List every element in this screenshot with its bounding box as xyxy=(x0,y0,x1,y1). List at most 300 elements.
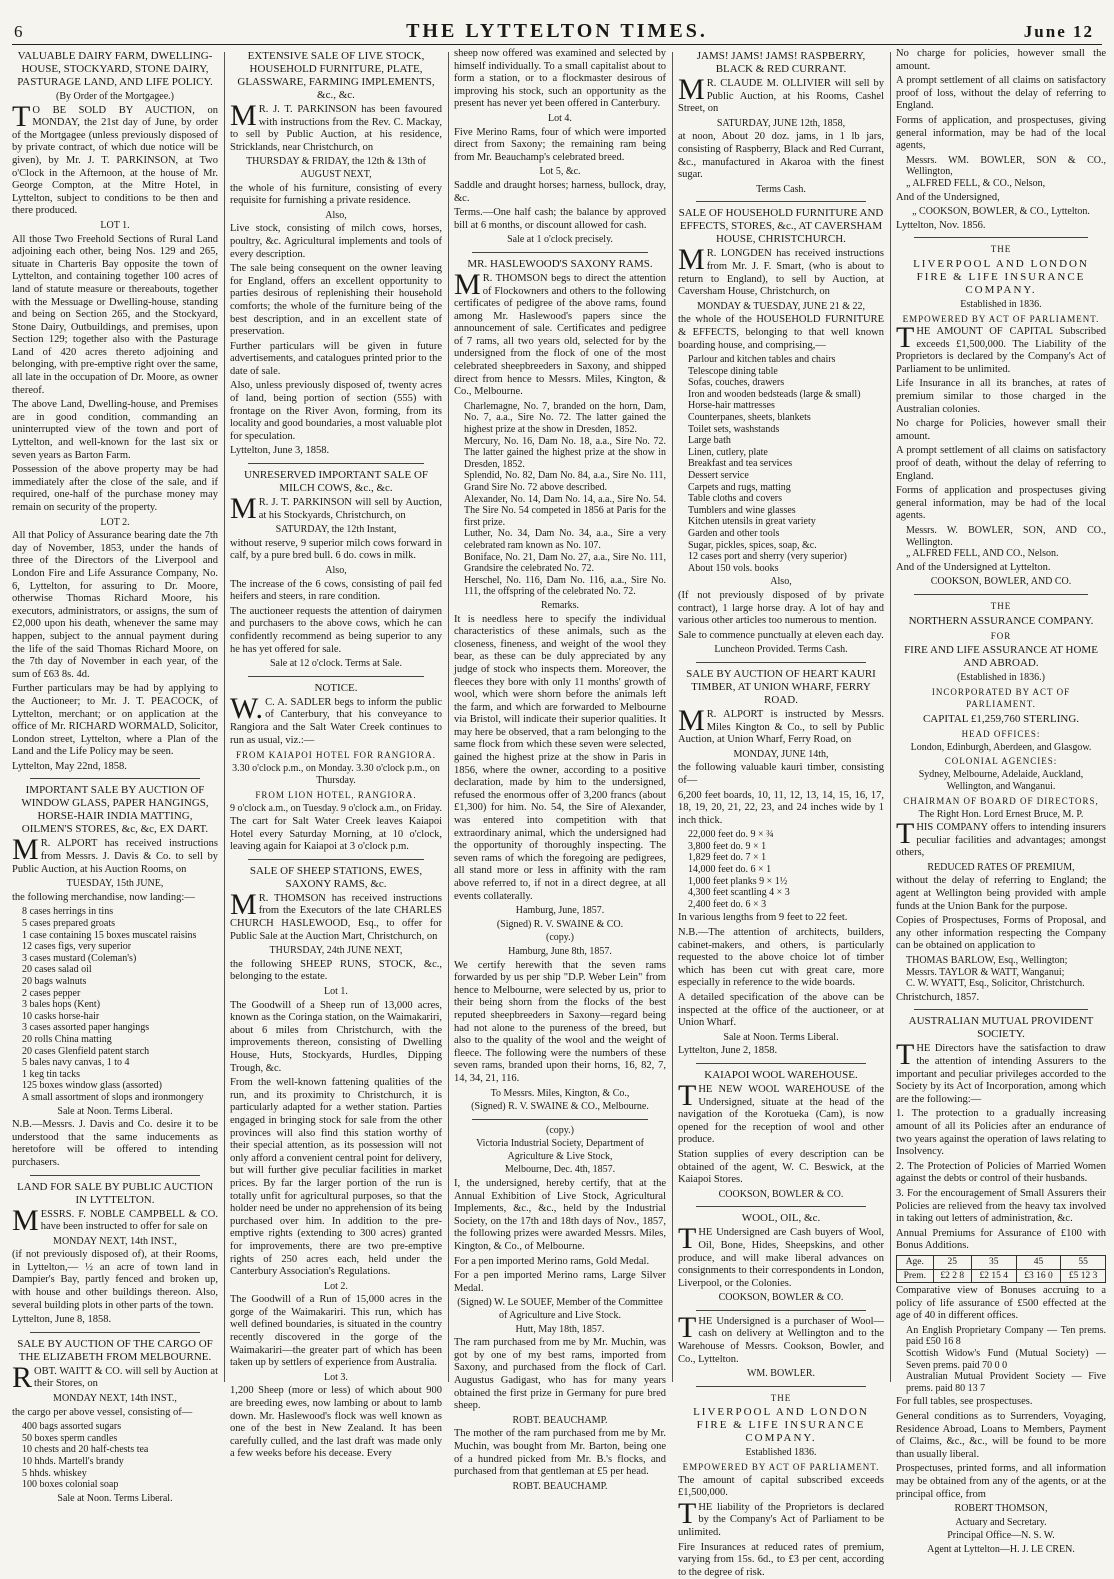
section-label: COLONIAL AGENCIES: xyxy=(944,756,1058,767)
column-1 xyxy=(12,48,218,1504)
also-label: Also, xyxy=(770,576,792,588)
also-label: Also, xyxy=(325,565,347,576)
ad-text: without the delay of referring to England; the agent at Wellington being provided with ample funds at the Union Bank for the purpose. xyxy=(896,875,1106,912)
sale-date: THURSDAY, 24th JUNE NEXT, xyxy=(269,945,403,957)
ad-date: Lyttelton, June 2, 1858. xyxy=(678,1045,778,1057)
ad-heading: SALE OF HOUSEHOLD FURNITURE AND EFFECTS, STORES, &c., AT CAVERSHAM HOUSE, CHRISTCHURCH. xyxy=(678,207,884,246)
table-cell: £2 15 4 xyxy=(971,1269,1016,1283)
ad-text: TO BE SOLD BY AUCTION, on MONDAY, the 21st day of June, by order of the Mortgagee (unless previously disposed of by private contract, of which due notice will be given), by Mr. J. T. PARKINSON, at Two o'Clock in the Afternoon, at the house of Mr. George Compton, at the Mitre Hotel, in Lyttelton, subject to conditions to be then and there produced. xyxy=(12,99,218,217)
ram-list xyxy=(464,401,666,598)
ad-text: Comparative view of Bonuses accruing to a policy of life assurance of £500 effected at the age of 40 in different offices. xyxy=(896,1285,1106,1322)
ad-text: Possession of the above property may be had immediately after the close of the sale, and if required, one-half of the purchase money may remain on security of the property. xyxy=(12,464,218,513)
ad-date: Lyttelton, June 3, 1858. xyxy=(230,445,330,457)
ad-text: No charge for policies, however small the amount. xyxy=(896,48,1106,72)
list-item: Splendid, No. 82, Dam No. 84, a.a., Sire No. 111, Grand Sire No. 72 above described. xyxy=(464,470,666,493)
list-item: Carpets and rugs, matting xyxy=(688,481,791,493)
ad-text: Five Merino Rams, four of which were imported direct from Saxony; the remaining ram being from Mr. Beauchamp's celebrated breed. xyxy=(454,126,666,163)
list-item: Luther, No. 34, Dam No. 34, a.a., Sire a very celebrated ram known as No. 107. xyxy=(464,528,666,551)
ad-text: MR. J. T. PARKINSON has been favoured with instructions from the Rev. C. Mackay, to sell by Public Auction, at his residence, Stricklands, near Christchurch, on xyxy=(230,99,442,153)
signature: „ COOKSON, BOWLER, & CO., Lyttelton. xyxy=(912,206,1090,218)
list-item: Scottish Widow's Fund (Mutual Society) — Seven prems. paid 70 0 0 xyxy=(906,1348,1106,1371)
list-item: 125 boxes window glass (assorted) xyxy=(22,1080,162,1092)
column-5 xyxy=(896,48,1106,1555)
ad-text: The ram purchased from me by Mr. Muchin, was got by one of my best rams, imported from Saxony, and purchased from the flock of Carl. Augustus Gadigast, who has for many years obtained the first prize in Germany for pure bred sheep. xyxy=(454,1337,666,1412)
section-label: Remarks. xyxy=(540,599,580,611)
premium-table xyxy=(896,1255,1106,1283)
table-cell: Age. xyxy=(897,1255,934,1269)
list-item: Messrs. TAYLOR & WATT, Wanganui; xyxy=(906,966,1065,978)
ad-date: Lyttelton, May 22nd, 1858. xyxy=(12,760,127,772)
sale-terms: Terms Cash. xyxy=(756,183,806,195)
table-cell: 55 xyxy=(1061,1255,1106,1269)
sale-terms: Luncheon Provided. Terms Cash. xyxy=(714,644,848,656)
ad-text: For a pen imported Merino rams, Large Silver Medal. xyxy=(454,1270,666,1294)
list-item: Breakfast and tea services xyxy=(688,458,793,470)
list-item: 5 cases prepared groats xyxy=(22,918,116,930)
sale-date: TUESDAY, 15th JUNE, xyxy=(66,878,164,890)
table-cell: Prem. xyxy=(897,1269,934,1283)
sale-terms: Sale at 12 o'clock. Terms at Sale. xyxy=(270,658,402,670)
ad-date: Lyttelton, Nov. 1856. xyxy=(896,219,986,231)
ad-heading: SALE BY AUCTION OF THE CARGO OF THE ELIZABETH FROM MELBOURNE. xyxy=(17,1337,213,1363)
ad-heading: FIRE AND LIFE ASSURANCE AT HOME AND ABROAD. xyxy=(904,644,1098,670)
signature: COOKSON, BOWLER & CO. xyxy=(718,1188,844,1200)
route-heading: FROM LION HOTEL, RANGIORA. xyxy=(255,789,417,800)
divider xyxy=(696,1206,866,1207)
list-item: Dessert service xyxy=(688,470,749,482)
ad-emphasis: REDUCED RATES OF PREMIUM, xyxy=(927,861,1075,873)
divider xyxy=(30,1175,200,1176)
ad-text: THE AMOUNT OF CAPITAL Subscribed exceeds £1,500,000. The Liability of the Proprietors is declared by the Company's Act of Parliament to be unlimited. xyxy=(896,321,1106,375)
ad-text: A prompt settlement of all claims on satisfactory proof of death, without the delay of referring to England. xyxy=(896,445,1106,482)
ad-heading: MR. HASLEWOOD'S SAXONY RAMS. xyxy=(467,257,653,270)
list-item: 5 hhds. whiskey xyxy=(22,1467,87,1479)
list-item: 5 bales navy canvas, 1 to 4 xyxy=(22,1057,130,1069)
ad-heading: WOOL, OIL, &c. xyxy=(741,1212,821,1225)
list-item: 10 casks horse-hair xyxy=(22,1010,100,1022)
list-item: „ ALFRED FELL, AND CO., Nelson. xyxy=(906,548,1059,560)
list-item: Australian Mutual Provident Society — Five prems. paid 80 13 7 xyxy=(906,1371,1106,1394)
ad-heading: LIVERPOOL AND LONDON FIRE & LIFE INSURANCE COMPANY. xyxy=(913,257,1089,296)
divider xyxy=(696,1310,866,1311)
ad-text: THIS COMPANY offers to intending insurers peculiar facilities and advantages; amongst others, xyxy=(896,817,1106,859)
list-item: Kitchen utensils in great variety xyxy=(688,516,816,528)
list-item: 20 cases salad oil xyxy=(22,964,92,976)
divider xyxy=(472,1119,648,1120)
list-item: THOMAS BARLOW, Esq., Wellington; xyxy=(906,955,1068,967)
ad-text: (If not previously disposed of by private contract), 1 large horse dray. A lot of hay and various other articles too numerous to mention. xyxy=(678,589,884,627)
list-item: 4,300 feet scantling 4 × 3 xyxy=(688,887,790,899)
list-item: Counterpanes, sheets, blankets xyxy=(688,412,811,424)
list-item: An English Proprietary Company — Ten prems. paid £50 16 8 xyxy=(906,1324,1106,1348)
ad-text: The increase of the 6 cows, consisting of pail fed heifers and steers, in rare condition. xyxy=(230,578,442,603)
place-date: Hutt, May 18th, 1857. xyxy=(515,1323,605,1335)
sale-terms: Sale at 1 o'clock precisely. xyxy=(507,234,613,246)
ad-text: N.B.—The attention of architects, builders, cabinet-makers, and others, is particularly requested to the above choice lot of timber which has been cut with great care, more especially in reference to the wide boards. xyxy=(678,927,884,989)
ad-text: Further particulars may be had by applying to the Auctioneer; to Mr. J. T. PEACOCK, of Lyttelton, merchant; or on application at the office of Mr. RICHARD WORMALD, Solicitor, London street, Lyttelton, where a Plan of the Land and the Life Policy may be seen. xyxy=(12,683,218,758)
section-label: CHAIRMAN OF BOARD OF DIRECTORS, xyxy=(903,795,1099,806)
column-2 xyxy=(230,48,443,1460)
column-4 xyxy=(678,48,884,1578)
list-item: A small assortment of slops and ironmongery xyxy=(22,1091,204,1103)
ad-text: The Goodwill of a Sheep run of 13,000 acres, known as the Coringa station, on the Waimakariri, about 6 miles from Christchurch, with the improvements thereon, consisting of Dwelling House, Huts, Stockyards, Hurdles, Dipping Trough, &c. xyxy=(230,999,442,1074)
lot-label: Lot 4. xyxy=(548,112,572,124)
also-label: Also, xyxy=(325,209,347,221)
sale-date: SATURDAY, JUNE 12th, 1858, xyxy=(716,117,846,129)
divider xyxy=(248,859,424,860)
route-times: 9 o'clock a.m., on Tuesday. 9 o'clock a.m., on Friday. xyxy=(230,802,443,814)
ad-text: the following merchandise, now landing:— xyxy=(12,891,195,903)
ad-text: I, the undersigned, hereby certify, that at the Annual Exhibition of Live Stock, Agricultural Implements, &c., &c., held by the Industrial Society, on the 17th and 18th days of Nov., 1857, the following prizes were awarded Messrs. Miles, Kington, & Co., of Melbourne. xyxy=(454,1178,666,1253)
list-item: 20 bags walnuts xyxy=(22,976,87,987)
list-item: 12 cases port and sherry (very superior) xyxy=(688,551,847,563)
ad-text: 2. The Protection of Policies of Married Women against the debts or control of their husbands. xyxy=(896,1160,1106,1185)
ad-text: The Goodwill of a Run of 15,000 acres in the gorge of the Waimakariri. This run, which has well defined boundaries, is situated in the country recently discovered in the gorge of the Waimakariri—the greater part of which has been taken up by settlers of experience from Australia. xyxy=(230,1294,442,1369)
list-item: „ ALFRED FELL, & CO., Nelson, xyxy=(906,177,1046,189)
list-item: 2,400 feet do. 6 × 3 xyxy=(688,898,767,910)
table-cell: £3 16 0 xyxy=(1016,1269,1061,1283)
ad-text: the following valuable kauri timber, consisting of— xyxy=(678,762,884,786)
list-item: Sugar, pickles, spices, soap, &c. xyxy=(688,539,817,551)
column-rule xyxy=(890,52,891,1382)
ad-text: Live stock, consisting of milch cows, horses, poultry, &c. Agricultural implements and tools of every description. xyxy=(230,223,442,260)
ad-text: THE Undersigned is a purchaser of Wool—cash on delivery at Wellington and to the Warehouse of Messrs. Cookson, Bowler, and Co., Lyttelton. xyxy=(678,1310,884,1365)
ad-subheading: (By Order of the Mortgagee.) xyxy=(55,91,174,102)
ad-text: The amount of capital subscribed exceeds £1,500,000. xyxy=(678,1474,884,1499)
list-item: 1,000 feet planks 9 × 1½ xyxy=(688,875,788,887)
furniture-list xyxy=(688,354,884,574)
ad-text: the whole of his furniture, consisting of every requisite for furnishing a private residence. xyxy=(230,182,442,207)
list-item: 3 cases assorted paper hangings xyxy=(22,1022,150,1034)
table-cell: 35 xyxy=(971,1255,1016,1269)
table-row xyxy=(897,1269,1106,1283)
list-item: 10 hhds. Martell's brandy xyxy=(22,1456,124,1467)
list-item: 20 rolls China matting xyxy=(22,1033,112,1045)
ad-text: And of the Undersigned at Lyttelton. xyxy=(896,561,1051,573)
ad-text: And of the Undersigned, xyxy=(896,191,1000,203)
list-item: Horse-hair mattresses xyxy=(688,400,775,412)
divider xyxy=(696,1063,866,1064)
list-item: 10 chests and 20 half-chests tea xyxy=(22,1444,149,1456)
list-item: 3 cases mustard (Coleman's) xyxy=(22,952,137,964)
agents-list xyxy=(906,955,1106,990)
ad-text: In various lengths from 9 feet to 22 feet. xyxy=(678,912,848,924)
ad-text: N.B.—Messrs. J. Davis and Co. desire it to be understood that the same inducements as heretofore will be offered to intending purchasers. xyxy=(12,1119,218,1168)
ad-text: From the well-known fattening qualities of the run, and its proximity to Christchurch, it is particularly adapted for a wether station. Parties engaged in bringing stock for sale from the other provinces will also find this station worthy of their special attention, as its possession will not only afford a convenient central point for delivery, but will further give peculiar facilities in market prices. By far the larger portion of the run is totally unfit for agricultural purposes, so that the holder need be under no apprehension of its being purchased over him. In addition to the pre-emptive rights (extending to 300 acres) granted for improvements, there are two pre-emptive rights of 250 acres each, held under the Canterbury Association's Regulations. xyxy=(230,1077,442,1278)
copy-label: (copy.) xyxy=(546,1124,574,1136)
established: Established in 1836. xyxy=(960,298,1042,310)
sale-date: THURSDAY & FRIDAY, the 12th & 13th of AUGUST NEXT, xyxy=(246,156,426,180)
ad-text: Copies of Prospectuses, Forms of Proposal, and any other information respecting the Company can be obtained on application to xyxy=(896,915,1106,952)
office-line: Principal Office—N. S. W. xyxy=(947,1530,1055,1542)
signature: (Signed) R. V. SWAINE & CO. xyxy=(496,918,624,930)
ad-text: General conditions as to Surrenders, Voyaging, Residence Abroad, Loans to Members, Payment of Claims, &c., &c., will be found to be more than usually liberal. xyxy=(896,1411,1106,1460)
ad-text: the following SHEEP RUNS, STOCK, &c., belonging to the estate. xyxy=(230,958,442,983)
ad-text: 6,200 feet boards, 10, 11, 12, 13, 14, 15, 16, 17, 18, 19, 20, 21, 22, 23, and 24 inches wide by 1 inch thick. xyxy=(678,789,884,826)
route-heading: FROM KAIAPOI HOTEL FOR RANGIORA. xyxy=(236,750,436,761)
ad-heading: UNRESERVED IMPORTANT SALE OF MILCH COWS, &c., &c. xyxy=(243,469,429,495)
sale-terms: Sale at Noon. Terms Liberal. xyxy=(57,1492,173,1504)
ad-heading: VALUABLE DAIRY FARM, DWELLING-HOUSE, STOCKYARD, STONE DAIRY, PASTURAGE LAND, AND LIFE POLICY. xyxy=(17,50,213,88)
ad-text: MR. ALPORT has received instructions from Messrs. J. Davis & Co. to sell by Public Auction, at his Auction Rooms, on xyxy=(12,833,218,875)
list-item: Alexander, No. 14, Dam No. 14, a.a., Sire No. 54. The Sire No. 54 competed in 1856 at Paris for the first prize. xyxy=(464,493,666,528)
offices: London, Edinburgh, Aberdeen, and Glasgow. xyxy=(910,741,1092,753)
ad-text: Station supplies of every description can be obtained of the agent, W. C. Beswick, at the Kaiapoi Stores. xyxy=(678,1148,884,1186)
column-rule xyxy=(448,52,449,1382)
ad-text: 1,200 Sheep (more or less) of which about 900 are breeding ewes, now lambing or about to lamb down. Mr. Haslewood's flock was well known as one of the best in New Zealand. It has been carefully culled, and the last draft was made only a few weeks before his decease. Every xyxy=(230,1385,442,1460)
lot-label: Lot 1. xyxy=(324,986,348,998)
list-item: 3 bales hops (Kent) xyxy=(22,999,101,1011)
ad-heading: EXTENSIVE SALE OF LIVE STOCK, HOUSEHOLD FURNITURE, PLATE, GLASSWARE, FARMING IMPLEMENTS, &c., &c. xyxy=(237,50,435,101)
ad-text: THE NEW WOOL WAREHOUSE of the Undersigned, situate at the head of the navigation of the Korotueka (Cam), is now opened for the reception of wool and other produce. xyxy=(678,1078,884,1146)
ad-heading: NOTICE. xyxy=(314,681,358,694)
ad-text: 1. The protection to a gradually increasing amount of all its Policies after an endurance of two years against the operation of laws relating to Insolvency. xyxy=(896,1108,1106,1158)
list-item: 1 keg tin tacks xyxy=(22,1068,81,1080)
ad-kicker: THE xyxy=(770,1392,792,1403)
addressee: To Messrs. Miles, Kington, & Co., xyxy=(490,1087,630,1099)
ad-text: All those Two Freehold Sections of Rural Land adjoining each other, being Nos. 129 and 265, situate in Charteris Bay opposite the town of Lyttelton, and containing together 100 acres of land of statute measure or thereabouts, together with the Messuage or Dwelling-house, standing and being on Section 265, and the Stockyard, Stone Dairy, Outbuildings, and premises, upon Section 129; together also with the Pasturage Land of 420 acres thereto adjoining and belonging, with pre-emptive right over the same, all late in the occupation of Dr. Moore, as owner thereof. xyxy=(12,233,218,396)
ad-text: The auctioneer requests the attention of dairymen and purchasers to the above cows, which he can confidently recommend as being superior to any he has yet offered for sale. xyxy=(230,605,442,655)
ad-text: without reserve, 9 superior milch cows forward in calf, by a pure bred bull. 6 do. cows in milk. xyxy=(230,537,442,562)
place-date: Hamburg, June, 1857. xyxy=(515,905,605,917)
ad-date: Christchurch, 1857. xyxy=(896,991,980,1003)
capital-line: CAPITAL £1,259,760 STERLING. xyxy=(922,712,1080,725)
ad-text: Prospectuses, printed forms, and all information may be obtained from any of the agents, or at the principal office, from xyxy=(896,1463,1106,1500)
sale-date: MONDAY NEXT, 14th INST., xyxy=(53,1235,177,1247)
ad-text: Life Insurance in all its branches, at rates of premium similar to those charged in the Australian colonies. xyxy=(896,378,1106,415)
ad-text: The cart for Salt Water Creek leaves Kaiapoi Hotel every Saturday Morning, at 10 o'clock, leaving again for Kaiapoi at 3 o'clock p.m. xyxy=(230,816,442,853)
table-cell: £2 2 8 xyxy=(933,1269,971,1283)
ad-text: the whole of the HOUSEHOLD FURNITURE & EFFECTS, belonging to that well known boarding house, and comprising,— xyxy=(678,314,884,351)
sale-date: MONDAY & TUESDAY, JUNE 21 & 22, xyxy=(697,300,865,312)
divider xyxy=(914,1009,1088,1010)
lot-label: Lot 5, &c. xyxy=(539,166,581,178)
list-item: 22,000 feet do. 9 × ¾ xyxy=(688,829,774,841)
ad-text: No charge for Policies, however small their amount. xyxy=(896,418,1106,442)
ad-heading: SALE OF SHEEP STATIONS, EWES, SAXONY RAMS, &c. xyxy=(249,864,423,890)
ad-heading: LAND FOR SALE BY PUBLIC AUCTION IN LYTTELTON. xyxy=(16,1180,214,1206)
divider xyxy=(696,662,866,663)
newspaper-title: THE LYTTELTON TIMES. xyxy=(406,20,708,42)
divider xyxy=(696,1386,866,1387)
ad-text: The sale being consequent on the owner leaving for England, offers an excellent opportunity to parties desirous of replenishing their household comforts; the whole of the furniture being of the best description, and in an excellent state of preservation. xyxy=(230,263,442,338)
place-date: Hamburg, June 8th, 1857. xyxy=(508,945,612,957)
ad-heading: NORTHERN ASSURANCE COMPANY. xyxy=(908,614,1094,627)
list-item: 50 boxes sperm candles xyxy=(22,1432,118,1444)
ad-heading: IMPORTANT SALE BY AUCTION OF WINDOW GLASS, PAPER HANGINGS, HORSE-HAIR INDIA MATTING, OILMEN'S STORES, &c, &c, EX DART. xyxy=(21,784,209,836)
table-cell: £5 12 3 xyxy=(1061,1269,1106,1283)
agencies: Sydney, Melbourne, Adelaide, Auckland, Wellington, and Wanganui. xyxy=(918,768,1084,793)
signature: COOKSON, BOWLER & CO. xyxy=(718,1292,844,1304)
ad-kicker: THE xyxy=(990,244,1012,255)
sale-date: MONDAY, JUNE 14th, xyxy=(733,748,829,760)
lot-label: Lot 3. xyxy=(324,1371,348,1383)
timber-list xyxy=(688,829,884,910)
ad-text: sheep now offered was examined and selected by himself individually. To a small capitalist about to form a station, or to a flockmaster desirous of improving his stock, such an opportunity as the present has never yet been offered in Canterbury. xyxy=(454,48,666,110)
list-item: C. W. WYATT, Esq., Solicitor, Christchurch. xyxy=(906,978,1085,990)
signature: ROBT. BEAUCHAMP. xyxy=(512,1480,608,1492)
ad-kicker: THE xyxy=(990,600,1012,611)
act-notice: EMPOWERED BY ACT OF PARLIAMENT. xyxy=(902,313,1100,324)
signature-title: Actuary and Secretary. xyxy=(955,1516,1047,1528)
signature: ROBERT THOMSON, xyxy=(954,1503,1048,1515)
table-cell: 45 xyxy=(1016,1255,1061,1269)
ad-text: THE Undersigned are Cash buyers of Wool, Oil, Bone, Hides, Sheepskins, and other produce, and will make liberal advances on consignments to their correspondents in London, Liverpool, or the Colonies. xyxy=(678,1222,884,1289)
list-item: 3,800 feet do. 9 × 1 xyxy=(688,840,767,852)
ad-text: The above Land, Dwelling-house, and Premises are in good condition, commanding an uninterrupted view of the town and port of Lyttelton, and well-known for the last six or seven years as Barton Farm. xyxy=(12,399,218,461)
ad-text: Sale to commence punctually at eleven each day. xyxy=(678,629,884,641)
ad-text: MR. THOMSON has received instructions from the Executors of the late CHARLES CHURCH HASLEWOOD, Esq., to offer for Public Sale at the Auction Mart, Christchurch, on xyxy=(230,887,442,942)
ad-text: All that Policy of Assurance bearing date the 7th day of November, 1853, under the hands of three of the Directors of the Liverpool and London Fire and Life Assurance Company, No. 6, Lyttelton, for assuring to Dr. Moore, otherwise Thomas Richard Moore, his executors, administrators, or assigns, the sum of £2,000 upon his death, whenever the same may happen, subject to the annual payment during the life of the said Thomas Richard Moore, on the 7th day of November in each year, of the sum of £63 8s. 4d. xyxy=(12,530,218,680)
letterhead: Victoria Industrial Society, Department of Agriculture & Live Stock, xyxy=(476,1138,644,1162)
list-item: Garden and other tools xyxy=(688,528,780,539)
ad-heading: LIVERPOOL AND LONDON FIRE & LIFE INSURANCE COMPANY. xyxy=(693,1406,869,1445)
ad-text: Further particulars will be given in future advertisements, and catalogues printed prior to the date of sale. xyxy=(230,340,442,377)
ad-text: MR. CLAUDE M. OLLIVIER will sell by Public Auction, at his Rooms, Cashel Street, on xyxy=(678,73,884,115)
list-item: Mercury, No. 16, Dam No. 18, a.a., Sire No. 72. The latter gained the highest prize at the show in Dresden, 1852. xyxy=(464,435,666,470)
masthead-rule xyxy=(12,44,1102,45)
route-times: 3.30 o'clock p.m., on Monday. 3.30 o'clock p.m., on Thursday. xyxy=(232,762,440,787)
act-notice: EMPOWERED BY ACT OF PARLIAMENT. xyxy=(682,1462,880,1473)
list-item: Tumblers and wine glasses xyxy=(688,504,796,516)
ad-heading: KAIAPOI WOOL WAREHOUSE. xyxy=(704,1068,858,1081)
ad-text: MESSRS. F. NOBLE CAMPBELL & CO. have been instructed to offer for sale on xyxy=(12,1203,218,1237)
column-rule xyxy=(224,52,225,1382)
cargo-list xyxy=(22,1421,218,1491)
ad-heading: AUSTRALIAN MUTUAL PROVIDENT SOCIETY. xyxy=(908,1015,1094,1041)
divider xyxy=(248,676,424,677)
list-item: Linen, cutlery, plate xyxy=(688,446,768,458)
ad-text: Annual Premiums for Assurance of £100 with Bonus Additions. xyxy=(896,1227,1106,1252)
ad-text: ROBT. WAITT & CO. will sell by Auction at their Stores, on xyxy=(12,1360,218,1394)
list-item: 400 bags assorted sugars xyxy=(22,1421,122,1433)
established: (Established in 1836.) xyxy=(956,672,1046,684)
place-date: Melbourne, Dec. 4th, 1857. xyxy=(504,1164,616,1176)
issue-date: June 12 xyxy=(1023,22,1094,41)
list-item: 8 cases herrings in tins xyxy=(22,906,114,918)
ad-text: MR. LONGDEN has received instructions from Mr. J. F. Smart, (who is about to return to England), to sell by Auction, at Caversham House, Christchurch, on xyxy=(678,243,884,298)
divider xyxy=(248,463,424,464)
agents-list xyxy=(906,525,1106,560)
merchandise-list xyxy=(22,906,218,1103)
column-3 xyxy=(454,48,666,1492)
ad-heading: SALE BY AUCTION OF HEART KAURI TIMBER, AT UNION WHARF, FERRY ROAD. xyxy=(686,667,876,706)
ad-date: Lyttelton, June 8, 1858. xyxy=(12,1314,112,1326)
table-row xyxy=(897,1255,1106,1269)
ad-text: MR. THOMSON begs to direct the attention of Flockowners and others to the following certificates of pedigree of the above rams, found among Mr. Haslewood's papers since the announcement of sale. Certificates and pedigree of 7 rams, all two years old, selected for by the undersigned from the flock of one of the most celebrated sheepbreeders in Saxony, and shipped direct from hence to Messrs. Miles, Kington, & Co., Melbourne. xyxy=(454,267,666,398)
column-rule xyxy=(672,52,673,1382)
ad-text: MR. ALPORT is instructed by Messrs. Miles Kington & Co., to sell by Public Auction, at Union Wharf, Ferry Road, on xyxy=(678,703,884,746)
ad-text: THE liability of the Proprietors is declared by the Company's Act of Parliament to be unlimited. xyxy=(678,1496,884,1538)
divider xyxy=(696,201,866,202)
columns xyxy=(12,48,1106,1578)
list-item: Sofas, couches, drawers xyxy=(688,377,785,389)
list-item: 1 case containing 15 boxes muscatel raisins xyxy=(22,929,197,941)
act-notice: INCORPORATED BY ACT OF PARLIAMENT. xyxy=(931,686,1071,710)
divider xyxy=(30,1332,200,1333)
ad-text: The mother of the ram purchased from me by Mr. Muchin, was bought from Mr. Barton, being one of a hundred picked from Mr. B.'s flocks, and purchased from that gentleman at £5 per head. xyxy=(454,1428,666,1478)
list-item: Messrs. WM. BOWLER, SON & CO., Wellington, xyxy=(906,154,1106,178)
divider xyxy=(914,237,1088,238)
ad-text: It is needless here to specify the individual characteristics of these animals, such as the closeness, fineness, and weight of the wool they bear, as these can be duly appreciated by any judge of stock who inspects them. Moreover, the fleeces they bore with only 11 months' growth of wool, which were shorn before the animals left the farm, and which are forwarded to Melbourne via Bristol, will indicate their superior qualities. It may here be observed, that a ram belonging to the same flock from which these seven were selected, gained the highest prize at the show in Paris in 1856, where the owner, according to a positive declaration, made by him to the undersigned, refused the enormous offer of 3,200 francs (about £1,300) for him. No. 54, the Sire of Alexander, was entered into competition with that extraordinary animal, which the undersigned had the opportunity of thoroughly inspecting. The seven rams of which the foregoing are pedigrees, all stand more or less in affinity with the ram above referred to, if not in a direct degree, at all events collaterally. xyxy=(454,613,666,902)
list-item: Toilet sets, washstands xyxy=(688,423,780,435)
list-item: 20 cases Glenfield patent starch xyxy=(22,1045,150,1057)
page-number: 6 xyxy=(14,22,23,41)
sale-terms: Sale at Noon. Terms Liberal. xyxy=(723,1031,839,1043)
ad-text: Forms of application and prospectuses giving general information, may be had of the local agents. xyxy=(896,485,1106,522)
ad-text: A prompt settlement of all claims on satisfactory proof of loss, without the delay of referring to England. xyxy=(896,75,1106,112)
table-cell: 25 xyxy=(933,1255,971,1269)
ad-heading: JAMS! JAMS! JAMS! RASPBERRY, BLACK & RED CURRANT. xyxy=(696,50,866,75)
ad-text: For a pen imported Merino rams, Gold Medal. xyxy=(454,1255,650,1267)
ad-text: Fire Insurances at reduced rates of premium, varying from 15s. 6d., to £3 per cent, according to the degree of risk. xyxy=(678,1541,884,1578)
ad-text: Also, unless previously disposed of, twenty acres of land, being portion of section (555) with frontage on the River Avon, forming, from its locality and good boundaries, a most valuable plot for speculation. xyxy=(230,380,442,442)
ad-text: Saddle and draught horses; harness, bullock, dray, &c. xyxy=(454,179,666,204)
sale-date: MONDAY NEXT, 14th INST., xyxy=(53,1393,177,1405)
copy-label: (copy.) xyxy=(546,932,574,944)
lot-label: Lot 2. xyxy=(324,1280,348,1292)
list-item: Messrs. W. BOWLER, SON, AND CO., Wellington. xyxy=(906,525,1106,548)
signature: (Signed) W. Le SOUEF, Member of the Committee of Agriculture and Live Stock. xyxy=(457,1297,663,1321)
agent-line: Agent at Lyttelton—H. J. LE CREN. xyxy=(927,1543,1075,1555)
section-label: HEAD OFFICES: xyxy=(961,728,1041,739)
list-item: Telescope dining table xyxy=(688,365,778,377)
ad-text: W.C. A. SADLER begs to inform the public of Canterbury, that his conveyance to Rangiora and the Salt Water Creek continues to run as usual, viz.:— xyxy=(230,691,442,746)
list-item: About 150 vols. books xyxy=(688,562,779,574)
bonus-list xyxy=(906,1325,1106,1395)
lot-label: LOT 2. xyxy=(100,516,130,528)
list-item: Large bath xyxy=(688,435,731,447)
ad-text: For full tables, see prospectuses. xyxy=(896,1396,1033,1408)
divider xyxy=(30,778,200,779)
list-item: Boniface, No. 21, Dam No. 27, a.a., Sire No. 111, Grandsire the celebrated No. 72. xyxy=(464,551,666,575)
ad-text: THE Directors have the satisfaction to draw the attention of intending Assurers to the important and peculiar privileges accorded to the Society by its Act of Incorporation, among which are the following:— xyxy=(896,1038,1106,1105)
ad-text: 3. For the encouragement of Small Assurers their Policies are relieved from the heavy tax involved in taking out letters of administration, &c. xyxy=(896,1187,1106,1225)
signature: WM. BOWLER. xyxy=(746,1368,816,1380)
ad-text: A detailed specification of the above can be inspected at the office of the auctioneer, or at Union Wharf. xyxy=(678,992,884,1029)
list-item: 2 cases pepper xyxy=(22,987,81,999)
ad-text: the cargo per above vessel, consisting of— xyxy=(12,1406,193,1418)
list-item: Charlemagne, No. 7, branded on the horn, Dam, No. 7, a.a., Sire No. 72. The latter gained the highest prize at the show in Dresden, 1852. xyxy=(464,400,666,436)
divider xyxy=(472,252,648,253)
signature: ROBT. BEAUCHAMP. xyxy=(512,1414,608,1426)
sale-terms: Sale at Noon. Terms Liberal. xyxy=(57,1105,173,1117)
established: Established 1836. xyxy=(745,1447,817,1459)
ad-text: Terms.—One half cash; the balance by approved bill at 6 months, or discount allowed for cash. xyxy=(454,207,666,231)
ad-text: Forms of application, and prospectuses, giving general information, may be had of the local agents, xyxy=(896,114,1106,152)
ad-text: (if not previously disposed of), at their Rooms, in Lyttelton,— ½ an acre of town land in Dampier's Bay, partly fenced and broken up, with house and other buildings thereon. Also, several building plots in other parts of the town. xyxy=(12,1249,218,1311)
lot-label: LOT 1. xyxy=(100,219,130,231)
agents-list xyxy=(906,155,1106,190)
signature: (Signed) R. V. SWAINE & CO., Melbourne. xyxy=(471,1101,649,1113)
list-item: 14,000 feet do. 6 × 1 xyxy=(688,864,772,876)
ad-text: at noon, About 20 doz. jams, in 1 lb jars, consisting of Raspberry, Black and Red Currant, &c., manufactured in Akaroa with the finest sugar. xyxy=(678,131,884,181)
list-item: 1,829 feet do. 7 × 1 xyxy=(688,852,767,864)
signature: COOKSON, BOWLER, AND CO. xyxy=(930,576,1072,588)
sale-date: SATURDAY, the 12th Instant, xyxy=(275,524,397,536)
chairman: The Right Hon. Lord Ernest Bruce, M. P. xyxy=(918,808,1084,820)
list-item: 12 cases figs, very superior xyxy=(22,941,132,953)
list-item: Iron and wooden bedsteads (large & small) xyxy=(688,388,861,400)
list-item: 100 boxes colonial soap xyxy=(22,1479,119,1491)
list-item: Herschel, No. 116, Dam No. 116, a.a., Sire No. 111, the offspring of the celebrated No. 72. xyxy=(464,574,666,598)
ad-text: We certify herewith that the seven rams forwarded by us per ship "D.P. Weber Lein" from hence to Melbourne, were selected by us, prior to their being shorn from the flocks of the best reputed sheepbreeders in Saxony—regard being had not alone to the pureness of the breed, but also to the quality of the wool and the weight of fleece. The following were the numbers of these seven rams, branded upon their horns, 16, 82, 7, 14, 34, 21, 116. xyxy=(454,959,666,1084)
ad-kicker: FOR xyxy=(990,630,1012,641)
list-item: Parlour and kitchen tables and chairs xyxy=(688,354,836,366)
list-item: Table cloths and covers xyxy=(688,493,782,505)
divider xyxy=(914,594,1088,595)
ad-text: MR. J. T. PARKINSON will sell by Auction, at his Stockyards, Christchurch, on xyxy=(230,492,442,526)
